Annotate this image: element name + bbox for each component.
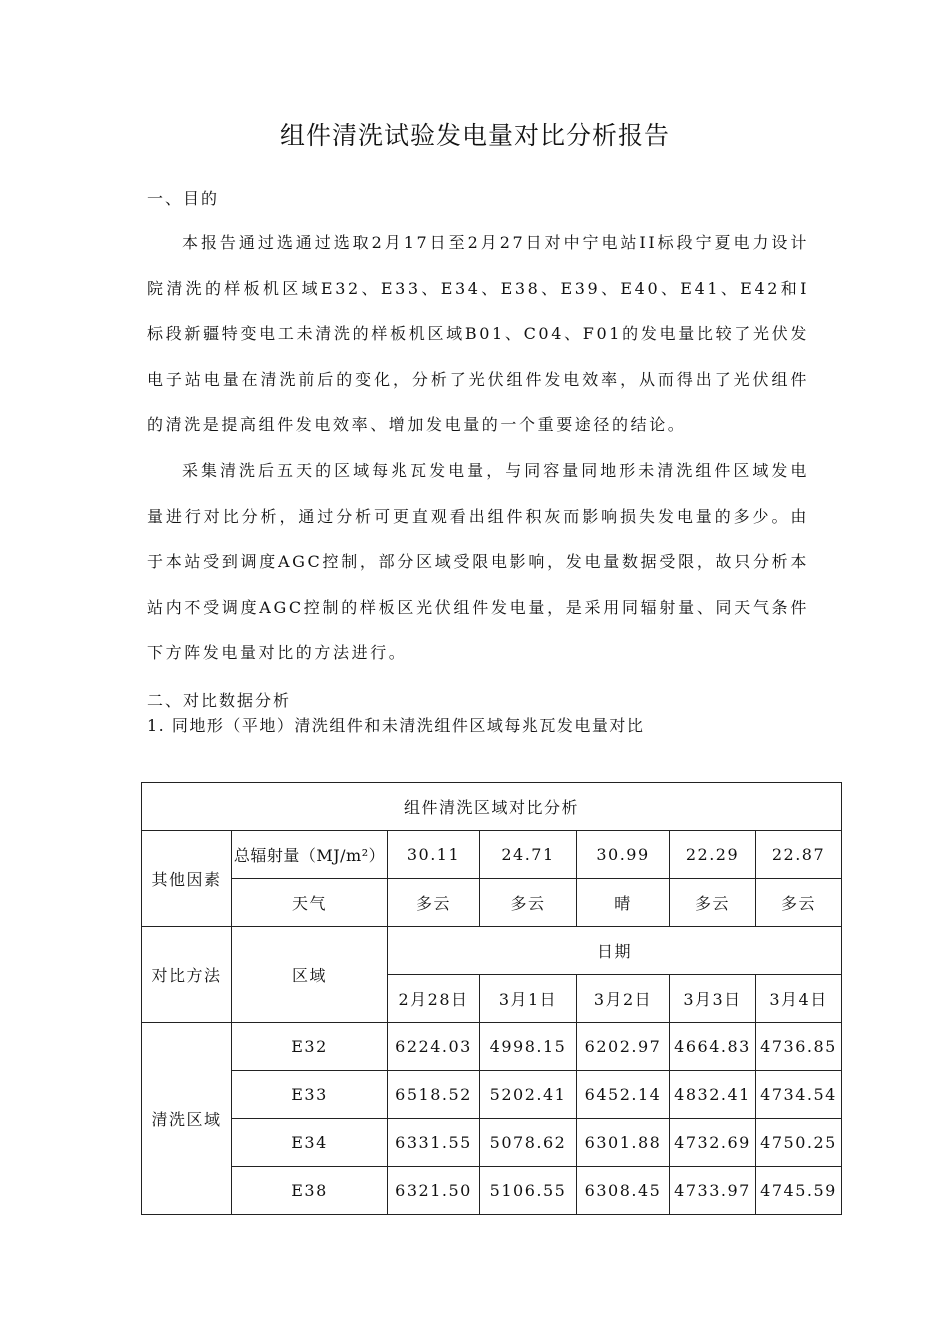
- radiation-value: 24.71: [480, 831, 577, 879]
- value-cell: 6452.14: [577, 1071, 670, 1119]
- date-label: 日期: [388, 927, 842, 975]
- date-cell: 3月3日: [670, 975, 756, 1023]
- weather-value: 多云: [388, 879, 480, 927]
- value-cell: 4832.41: [670, 1071, 756, 1119]
- radiation-value: 30.99: [577, 831, 670, 879]
- radiation-row: [142, 831, 842, 879]
- other-factors-label: 其他因素: [142, 831, 232, 927]
- area-label: 区域: [232, 927, 388, 1023]
- weather-value: 多云: [480, 879, 577, 927]
- value-cell: 6321.50: [388, 1167, 480, 1215]
- table-caption: 组件清洗区域对比分析: [142, 783, 842, 831]
- value-cell: 4998.15: [480, 1023, 577, 1071]
- value-cell: 4733.97: [670, 1167, 756, 1215]
- area-cell: E33: [232, 1071, 388, 1119]
- value-cell: 6331.55: [388, 1119, 480, 1167]
- date-cell: 3月1日: [480, 975, 577, 1023]
- cleaned-group-label: 清洗区域: [142, 1023, 232, 1215]
- weather-label: 天气: [232, 879, 388, 927]
- radiation-label: 总辐射量（MJ/m²）: [232, 831, 388, 879]
- value-cell: 5078.62: [480, 1119, 577, 1167]
- weather-value: 晴: [577, 879, 670, 927]
- subsection-heading-flat-terrain: 1. 同地形（平地）清洗组件和未清洗组件区域每兆瓦发电量对比: [147, 716, 645, 735]
- radiation-value: 22.87: [756, 831, 842, 879]
- value-cell: 6224.03: [388, 1023, 480, 1071]
- table-row: [142, 1023, 842, 1071]
- weather-row: [142, 879, 842, 927]
- radiation-value: 30.11: [388, 831, 480, 879]
- table-row: [142, 1119, 842, 1167]
- area-cell: E32: [232, 1023, 388, 1071]
- value-cell: 6308.45: [577, 1167, 670, 1215]
- section-heading-purpose: 一、目的: [147, 189, 220, 208]
- date-header-row: [142, 927, 842, 975]
- value-cell: 5202.41: [480, 1071, 577, 1119]
- date-cell: 3月4日: [756, 975, 842, 1023]
- value-cell: 6518.52: [388, 1071, 480, 1119]
- value-cell: 6301.88: [577, 1119, 670, 1167]
- value-cell: 4664.83: [670, 1023, 756, 1071]
- purpose-paragraph: 本报告通过选通过选取2月17日至2月27日对中宁电站II标段宁夏电力设计院清洗的样板机区域E32、E33、E34、E38、E39、E40、E41、E42和I标段新疆特变电工未清洗的样板机区域B01、C04、F01的发电量比较了光伏发电子站电量在清洗前后的变化，分析了光伏组件发电效率，从而得出了光伏组件的清洗是提高组件发电效率、增加发电量的一个重要途径的结论。: [147, 233, 809, 434]
- area-cell: E34: [232, 1119, 388, 1167]
- radiation-value: 22.29: [670, 831, 756, 879]
- table-caption-row: [142, 783, 842, 831]
- value-cell: 4732.69: [670, 1119, 756, 1167]
- value-cell: 6202.97: [577, 1023, 670, 1071]
- value-cell: 4750.25: [756, 1119, 842, 1167]
- value-cell: 4734.54: [756, 1071, 842, 1119]
- method-paragraph: 采集清洗后五天的区域每兆瓦发电量，与同容量同地形未清洗组件区域发电量进行对比分析，通过分析可更直观看出组件积灰而影响损失发电量的多少。由于本站受到调度AGC控制，部分区域受限电影响，发电量数据受限，故只分析本站内不受调度AGC控制的样板区光伏组件发电量，是采用同辐射量、同天气条件下方阵发电量对比的方法进行。: [147, 461, 809, 662]
- date-cell: 3月2日: [577, 975, 670, 1023]
- method-label: 对比方法: [142, 927, 232, 1023]
- area-cell: E38: [232, 1167, 388, 1215]
- table-row: [142, 1167, 842, 1215]
- table-row: [142, 1071, 842, 1119]
- report-title: 组件清洗试验发电量对比分析报告: [279, 121, 670, 150]
- weather-value: 多云: [756, 879, 842, 927]
- weather-value: 多云: [670, 879, 756, 927]
- value-cell: 5106.55: [480, 1167, 577, 1215]
- value-cell: 4745.59: [756, 1167, 842, 1215]
- section-heading-comparison: 二、对比数据分析: [147, 691, 292, 710]
- date-cell: 2月28日: [388, 975, 480, 1023]
- comparison-table: [141, 782, 842, 1215]
- value-cell: 4736.85: [756, 1023, 842, 1071]
